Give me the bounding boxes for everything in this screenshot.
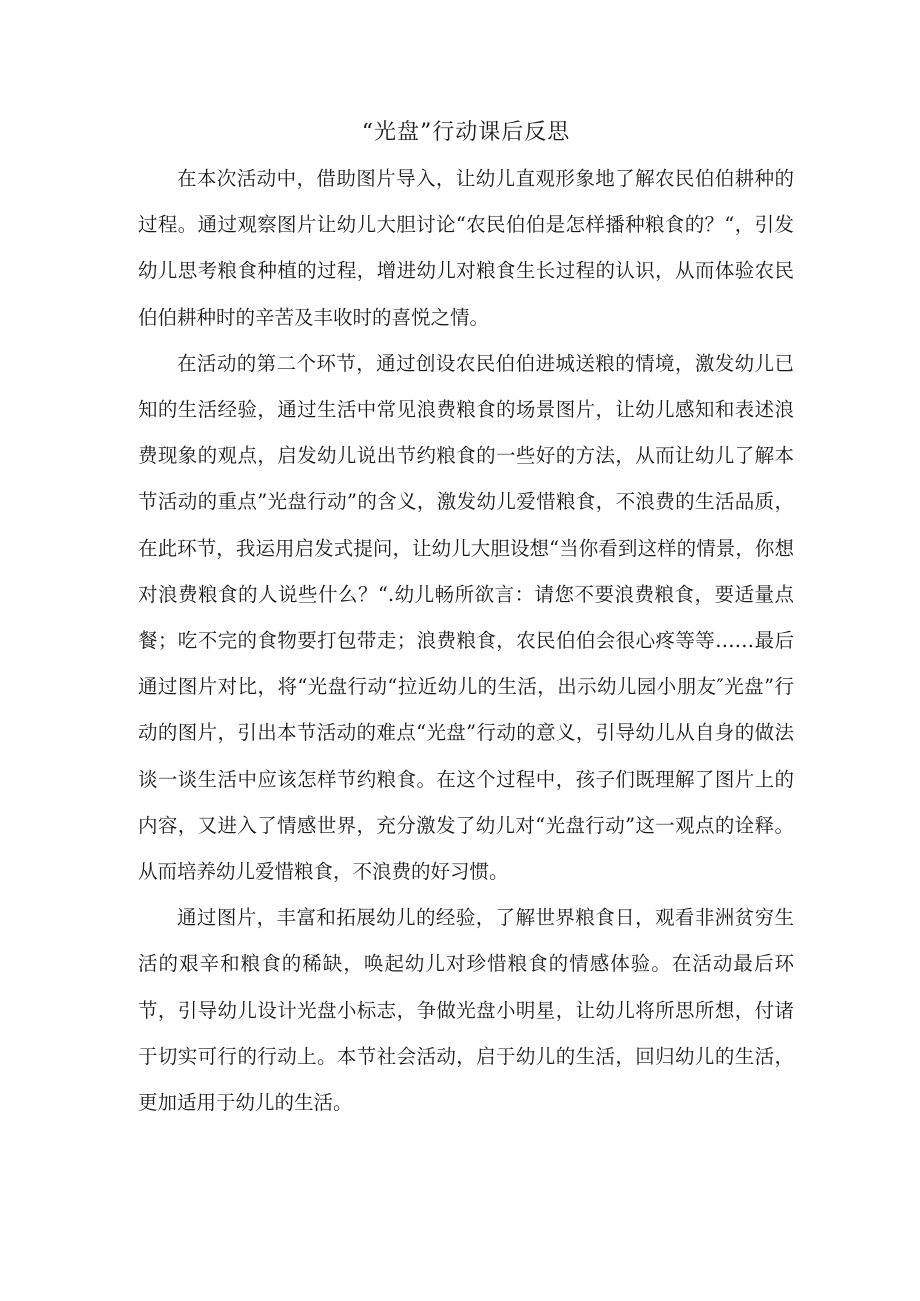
document-body (138, 156, 794, 1126)
document-title: “光盘”行动课后反思 (361, 120, 571, 145)
paragraph-2: 在活动的第二个环节，通过创设农民伯伯进城送粮的情境，激发幼儿已知的生活经验，通过生活中常见浪费粮食的场景图片，让幼儿感知和表述浪费现象的观点，启发幼儿说出节约粮食的一些好的方法，从而让幼儿了解本节活动的重点”光盘行动”的含义，激发幼儿爱惜粮食，不浪费的生活品质，在此环节，我运用启发式提问，让幼儿大胆设想“当你看到这样的情景，你想对浪费粮食的人说些什么？“.幼儿畅所欲言：请您不要浪费粮食，要适量点餐；吃不完的食物要打包带走；浪费粮食，农民伯伯会很心疼等等……最后通过图片对比，将“光盘行动“拉近幼儿的生活，出示幼儿园小朋友″光盘”行动的图片，引出本节活动的难点“光盘”行动的意义，引导幼儿从自身的做法谈一谈生活中应该怎样节约粮食。在这个过程中，孩子们既理解了图片上的内容，又进入了情感世界，充分激发了幼儿对“光盘行动”这一观点的诠释。从而培养幼儿爱惜粮食，不浪费的好习惯。 (138, 351, 794, 884)
paragraph-1: 在本次活动中，借助图片导入，让幼儿直观形象地了解农民伯伯耕种的过程。通过观察图片让幼儿大胆讨论“农民伯伯是怎样播种粮食的？“，引发幼儿思考粮食种植的过程，增进幼儿对粮食生长过程的认识，从而体验农民伯伯耕种时的辛苦及丰收时的喜悦之情。 (138, 167, 794, 329)
paragraph-3: 通过图片，丰富和拓展幼儿的经验，了解世界粮食日，观看非洲贫穷生活的艰辛和粮食的稀缺，唤起幼儿对珍惜粮食的情感体验。在活动最后环节，引导幼儿设计光盘小标志，争做光盘小明星，让幼儿将所思所想，付诸于切实可行的行动上。本节社会活动，启于幼儿的生活，回归幼儿的生活，更加适用于幼儿的生活。 (138, 906, 794, 1115)
